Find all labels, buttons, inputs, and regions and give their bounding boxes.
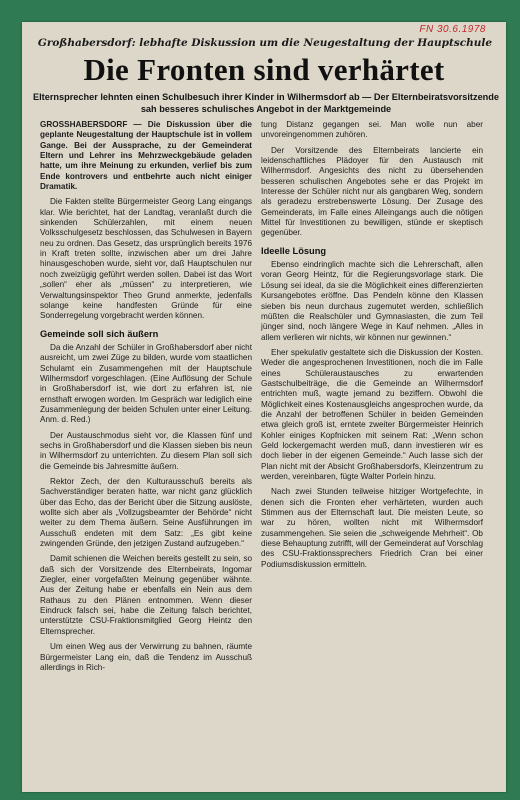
article-subhead: Elternsprecher lehnten einen Schulbesuch ihrer Kinder in Wilhermsdorf ab — Der Elternbeiratsvorsitzende sah besseres schulisches Angebot in der Marktgemeinde	[32, 92, 500, 114]
body-paragraph: Ebenso eindringlich machte sich die Lehrerschaft, allen voran Georg Heintz, für die Regierungsvorlage stark. Die Lösung sei ideal, da sie die Möglichkeit eines differenzierten Kursangebotes eröffne. Das Pendeln könne den Klassen sieben bis neun durchaus zugemutet werden, schließlich müßten die Realschüler und Gymnasiasten, die zum Teil jünger sind, noch längere Wege in Kauf nehmen. „Alles in allem verlieren wir nichts, wir können nur gewinnen.“	[261, 260, 483, 342]
body-paragraph: Damit schienen die Weichen bereits gestellt zu sein, so daß sich der Vorsitzende des Elternbeirats, Ingomar Ziegler, einer vorgefaßten Meinung gegenüber wähnte. Aus der Zeitung habe er ebenfalls ein Nein aus dem Rathaus zu den Plänen entnommen. Wenn dieser Eindruck falsch sei, habe die Zeitung falsch berichtet, unterstützte CSU-Fraktionsmitglied Georg Heintz den Elternsprecher.	[40, 554, 252, 636]
body-paragraph: Die Fakten stellte Bürgermeister Georg Lang eingangs klar. Wie berichtet, hat der Landtag, veranlaßt durch die sinkenden Schülerzahlen, mit einem neuen Volksschulgesetz beschlossen, das Schulwesen in Bayern neu zu ordnen. Das Gesetz, das ursprünglich bereits 1976 in Kraft treten sollte, inzwischen aber um drei Jahre hinausgeschoben wurde, sieht vor, daß Hauptschulen nur noch zweizügig geführt werden sollen. Dabei ist das Wort „sollen“ eher als „müssen“ zu interpretieren, wie Verwaltungsinspektor Theo Grund anmerkte, jedenfalls solange keine handfesten Gründe für eine Sonderregelung vorgebracht werden können.	[40, 197, 252, 321]
body-paragraph: tung Distanz gegangen sei. Man wolle nun aber unvoreingenommen zuhören.	[261, 120, 483, 140]
section-heading: Ideelle Lösung	[261, 245, 327, 256]
section-heading: Gemeinde soll sich äußern	[40, 328, 159, 339]
body-paragraph: Der Austauschmodus sieht vor, die Klassen fünf und sechs in Großhabersdorf und die Klassen sieben bis neun in Wilhermsdorf zu unterrichten. Zu diesem Plan soll sich die Gemeinde bis Jahresmitte äußern.	[40, 430, 252, 471]
body-paragraph: Um einen Weg aus der Verwirrung zu bahnen, räumte Bürgermeister Lang ein, daß die Tendenz im Ausschuß allerdings in Rich-	[40, 642, 252, 672]
body-paragraph: Da die Anzahl der Schüler in Großhabersdorf aber nicht ausreicht, um zwei Züge zu bilden, wurde vom staatlichen Schulamt ein Zusammengehen mit der Hauptschule Wilhermsdorf vorgeschlagen. (Eine Auflösung der Schule in Großhabersdorf ist, wie dort zu erfahren ist, nie ernsthaft erwogen worden. Im Gespräch war lediglich eine Zusammenlegung der beiden Schulen unter einer Leitung. Anm. d. Red.)	[40, 342, 252, 425]
body-paragraph: Eher spekulativ gestaltete sich die Diskussion der Kosten. Weder die angesprochenen Investitionen, noch die im Falle eines Schüleraustausches zu erwartenden Gastschulbeiträge, die die Gemeinde an Wilhermsdorf entrichten muß, wagte jemand zu beziffern. Obwohl die Möglichkeit eines Kostenausgleichs angesprochen wurde, da die Anzahl der betroffenen Schüler in beiden Gemeinden etwa gleich groß ist, erntete zweiter Bürgermeister Heinrich Kohler einiges Kopfnicken mit seinem Rat: „Wenn schon Geld lockergemacht werden muß, dann investieren wir es doch lieber in der eigenen Gemeinde.“ Auch lasse sich der Plan nicht mit der Absicht Großhabersdorfs, Kleinzentrum zu werden, vereinbaren, fügte Walter Porlein hinzu.	[261, 347, 483, 481]
article-column-left	[40, 120, 252, 770]
newspaper-clipping	[22, 22, 506, 792]
body-paragraph: Rektor Zech, der den Kulturausschuß bereits als Sachverständiger beraten hatte, war nicht ganz glücklich über das Echo, das der Bericht über die Sitzung auslöste, wollte sich aber als „Vollzugsbeamter der Behörde“ nicht weiter zu dem Thema äußern. Seine Ausführungen im Ausschuß endeten mit dem Satz: „Es gibt keine zwingenden Gründe, den jetzigen Zustand aufzugeben.“	[40, 477, 252, 549]
body-paragraph: Der Vorsitzende des Elternbeirats lancierte ein leidenschaftliches Plädoyer für den Austausch mit Wilhermsdorf. Angesichts des nicht zu übersehenden besseren schulischen Angebotes sehe er das Projekt im Interesse der Schüler nicht nur als gangbaren Weg, sondern als geradezu erstrebenswerte Lösung. Der Zusage des Gemeinderats, im Falle eines Alleingangs auch die nötigen Mittel für Investitionen zu bewilligen, stünde er skeptisch gegenüber.	[261, 145, 483, 238]
lead-paragraph: GROSSHABERSDORF — Die Diskussion über die geplante Neugestaltung der Hauptschule ist in vollem Gange. Bei der Aussprache, zu der Gemeinderat Eltern und Lehrer ins Mehrzweckgebäude geladen hatte, um ihre Meinung zu erkunden, verlief bis zum Ende kontrovers und entbehrte auch nicht einiger Dramatik.	[40, 120, 252, 192]
date-stamp: FN 30.6.1978	[419, 24, 486, 35]
body-paragraph: Nach zwei Stunden teilweise hitziger Wortgefechte, in denen sich die Fronten eher verhärteten, wurden auch Stimmen aus der Elternschaft laut. Die meisten Leute, so war zu hören, wollten nicht mit Wilhermsdorf zusammengehen. Sie seien die „schweigende Mehrheit“. Ob diese Behauptung zutrifft, will der Gemeinderat auf Vorschlag des CSU-Fraktionssprechers Friedrich Cran bei einer Podiumsdiskussion ermitteln.	[261, 487, 483, 569]
article-column-right	[261, 120, 483, 770]
article-headline: Die Fronten sind verhärtet	[83, 52, 445, 87]
article-kicker: Großhabersdorf: lebhafte Diskussion um die Neugestaltung der Hauptschule	[37, 37, 493, 49]
